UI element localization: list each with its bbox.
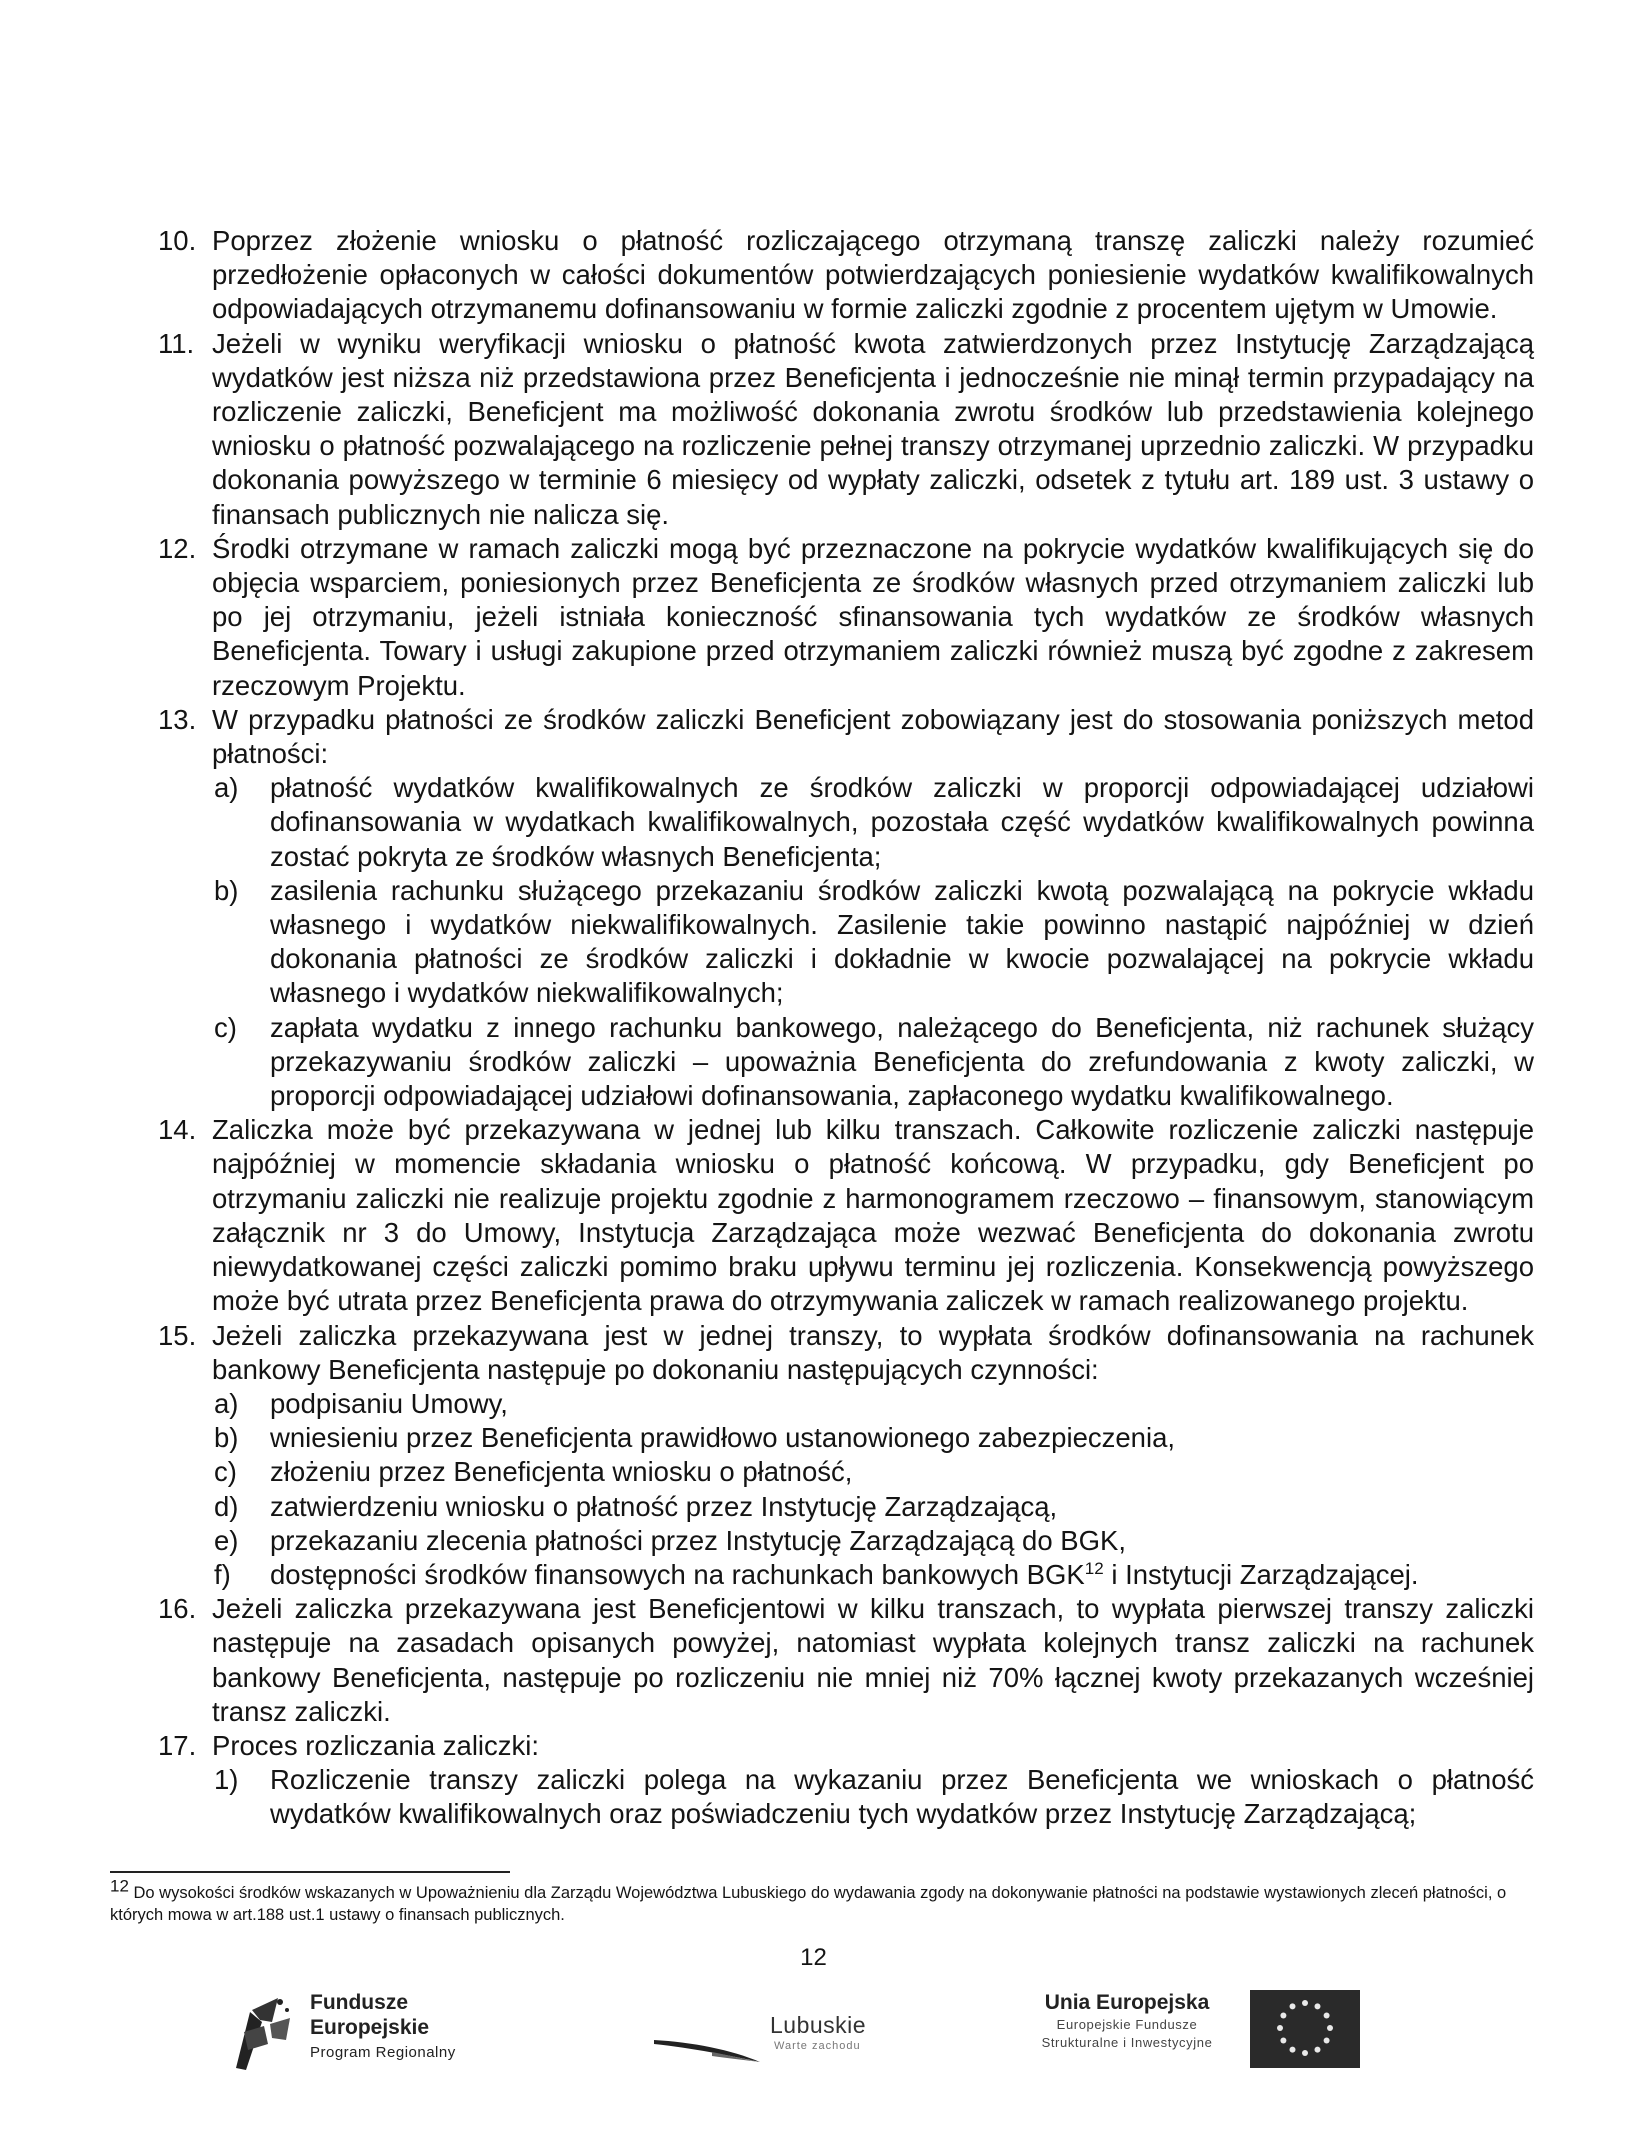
paragraph-text: Jeżeli zaliczka przekazywana jest Beneficjentowi w kilku transzach, to wypłata pierwszej transzy zaliczki następuje na zasadach opisanych powyżej, natomiast wypłata kolejnych transz zaliczki na rachunek bankowy Beneficjenta, następuje po rozliczeniu nie mniej niż 70% łącznej kwoty przekazanych wcześniej transz zaliczki.	[212, 1593, 1534, 1727]
footnote-divider	[110, 1871, 510, 1873]
eu-flag-icon	[1250, 1990, 1360, 2068]
paragraph-text: Poprzez złożenie wniosku o płatność rozliczającego otrzymaną transzę zaliczki należy rozumieć przedłożenie opłaconych w całości dokumentów potwierdzających poniesienie wydatków kwalifikowalnych odpowiadających otrzymanemu dofinansowaniu w formie zaliczki zgodnie z procentem ujętym w Umowie.	[212, 225, 1534, 325]
paragraph-number: 12.	[158, 532, 197, 564]
paragraph-text: Jeżeli zaliczka przekazywana jest w jednej transzy, to wypłata środków dofinansowania na rachunek bankowy Beneficjenta następuje po dokonaniu następujących czynności:	[212, 1319, 1534, 1385]
sub-item-main-text: zasilenia rachunku służącego przekazaniu środków zaliczki kwotą pozwalającą na pokrycie wkładu własnego i wydatków niekwalifikowalnych. Zasilenie takie powinno nastąpić najpóźniej w dzień dokonania płatności ze środków zaliczki i dokładnie w kwocie pozwalającej na pokrycie wkładu własnego i wydatków niekwalifikowalnych;	[270, 874, 1534, 1009]
sub-item-marker: a)	[214, 772, 239, 804]
main-text	[158, 224, 1534, 1832]
footnote-mark: 12	[110, 1876, 129, 1896]
paragraph-item	[158, 1319, 1534, 1387]
sub-item	[212, 771, 1534, 874]
sub-item-main-text: zapłata wydatku z innego rachunku bankowego, należącego do Beneficjenta, niż rachunek służący przekazywaniu środków zaliczki – upoważnia Beneficjenta do zrefundowania z kwoty zaliczki, w proporcji odpowiadającej udziałowi dofinansowania, zapłaconego wydatku kwalifikowalnego.	[270, 1011, 1534, 1112]
sub-item-text-continued: i Instytucji Zarządzającej.	[1103, 1558, 1419, 1590]
sub-item	[212, 874, 1534, 1011]
sub-item	[212, 1421, 1534, 1455]
sub-item	[212, 1558, 1534, 1592]
paragraph-number: 15.	[158, 1319, 197, 1351]
fundusze-europejskie-text	[310, 1990, 456, 2065]
fe-line1: Fundusze	[310, 1991, 408, 2014]
sub-item-text	[270, 1558, 1534, 1592]
paragraph-text: Zaliczka może być przekazywana w jednej lub kilku transzach. Całkowite rozliczenie zaliczki następuje najpóźniej w momencie składania wniosku o płatność końcową. W przypadku, gdy Beneficjent po otrzymaniu zaliczki nie realizuje projektu zgodnie z harmonogramem rzeczowo – finansowym, stanowiącym załącznik nr 3 do Umowy, Instytucja Zarządzająca może wezwać Beneficjenta do dokonania zwrotu niewydatkowanej części zaliczki pomimo braku upływu terminu jej rozliczenia. Konsekwencją powyższego może być utrata przez Beneficjenta prawa do otrzymywania zaliczek w ramach realizowanego projektu.	[212, 1114, 1534, 1317]
paragraph-number: 16.	[158, 1593, 197, 1625]
sub-item-marker: c)	[214, 1011, 237, 1043]
sub-item	[212, 1011, 1534, 1114]
paragraph-number: 10.	[158, 225, 197, 256]
paragraph-item	[158, 703, 1534, 771]
paragraph-item	[158, 327, 1534, 532]
paragraph-text: Środki otrzymane w ramach zaliczki mogą być przeznaczone na pokrycie wydatków kwalifikujących się do objęcia wsparciem, poniesionych przez Beneficjenta ze środków własnych przed otrzymaniem zaliczki lub po jej otrzymaniu, jeżeli istniała konieczność sfinansowania tych wydatków ze środków własnych Beneficjenta. Towary i usługi zakupione przed otrzymaniem zaliczki również muszą być zgodne z zakresem rzeczowym Projektu.	[212, 532, 1534, 701]
lubuskie-logo	[652, 2000, 912, 2080]
sub-item-main-text: płatność wydatków kwalifikowalnych ze środków zaliczki w proporcji odpowiadającej udziałowi dofinansowania w wydatkach kwalifikowalnych, pozostała część wydatków kwalifikowalnych powinna zostać pokryta ze środków własnych Beneficjenta;	[270, 772, 1534, 872]
page-number: 12	[800, 1944, 827, 1971]
sub-item	[212, 1490, 1534, 1524]
footnote-reference: 12	[1084, 1558, 1104, 1578]
paragraph-item	[158, 1113, 1534, 1318]
sub-item-marker: a)	[214, 1387, 239, 1419]
lubuskie-name: Lubuskie	[770, 2012, 867, 2038]
sub-item	[212, 1387, 1534, 1421]
sub-item	[212, 1455, 1534, 1489]
ue-title: Unia Europejska	[1044, 1991, 1210, 2014]
sub-item-text	[270, 1421, 1534, 1455]
sub-item-text	[270, 1387, 1534, 1421]
lubuskie-tagline: Warte zachodu	[774, 2040, 861, 2052]
paragraph-item	[158, 224, 1534, 327]
sub-item-main-text: przekazaniu zlecenia płatności przez Instytucję Zarządzającą do BGK,	[270, 1524, 1126, 1556]
sub-item	[212, 1763, 1534, 1831]
sub-item-text	[270, 1455, 1534, 1489]
sub-item-main-text: złożeniu przez Beneficjenta wniosku o płatność,	[270, 1456, 853, 1488]
sub-item-text	[270, 771, 1534, 874]
footnote-text: Do wysokości środków wskazanych w Upoważnieniu dla Zarządu Województwa Lubuskiego do wydawania zgody na dokonywanie płatności na podstawie wystawionych zleceń płatności, o których mowa w art.188 ust.1 ustawy o finansach publicznych.	[110, 1884, 1507, 1924]
sub-item-marker: 1)	[214, 1764, 239, 1796]
sub-item-text	[270, 1524, 1534, 1558]
ue-line2: Strukturalne i Inwestycyjne	[1041, 2035, 1213, 2050]
paragraph-text: Jeżeli w wyniku weryfikacji wniosku o płatność kwota zatwierdzonych przez Instytucję Zarządzającą wydatków jest niższa niż przedstawiona przez Beneficjenta i jednocześnie nie minął termin przypadający na rozliczenie zaliczki, Beneficjent ma możliwość dokonania zwrotu środków lub przedstawienia kolejnego wniosku o płatność pozwalającego na rozliczenie pełnej transzy otrzymanej uprzednio zaliczki. W przypadku dokonania powyższego w terminie 6 miesięcy od wypłaty zaliczki, odsetek z tytułu art. 189 ust. 3 ustawy o finansach publicznych nie nalicza się.	[212, 327, 1534, 530]
paragraph-item	[158, 532, 1534, 703]
sub-item-text	[270, 1763, 1534, 1831]
paragraph-item	[158, 1592, 1534, 1729]
sub-item-main-text: podpisaniu Umowy,	[270, 1387, 508, 1419]
ue-text	[1022, 1990, 1232, 2052]
paragraph-text: W przypadku płatności ze środków zaliczki Beneficjent zobowiązany jest do stosowania poniższych metod płatności:	[212, 703, 1534, 770]
fe-line3: Program Regionalny	[310, 2044, 456, 2061]
paragraph-number: 17.	[158, 1729, 197, 1761]
sub-item-main-text: zatwierdzeniu wniosku o płatność przez Instytucję Zarządzającą,	[270, 1490, 1058, 1522]
fundusze-europejskie-icon	[232, 1992, 294, 2072]
sub-item-marker: c)	[214, 1456, 237, 1488]
sub-item	[212, 1524, 1534, 1558]
paragraph-number: 13.	[158, 703, 197, 735]
fundusze-europejskie-logo	[232, 1980, 492, 2090]
sub-item-marker: b)	[214, 1422, 239, 1454]
sub-item-main-text: dostępności środków finansowych na rachunkach bankowych BGK	[270, 1558, 1085, 1590]
sub-item-main-text: wniesieniu przez Beneficjenta prawidłowo ustanowionego zabezpieczenia,	[270, 1422, 1176, 1454]
paragraph-item	[158, 1729, 1534, 1763]
paragraph-text: Proces rozliczania zaliczki:	[212, 1729, 540, 1761]
sub-item-main-text: Rozliczenie transzy zaliczki polega na wykazaniu przez Beneficjenta we wnioskach o płatność wydatków kwalifikowalnych oraz poświadczeniu tych wydatków przez Instytucję Zarządzającą;	[270, 1764, 1534, 1830]
sub-item-text	[270, 1011, 1534, 1114]
sub-item-text	[270, 1490, 1534, 1524]
sub-item-marker: b)	[214, 874, 239, 906]
lubuskie-swoosh-icon	[652, 2034, 762, 2064]
paragraph-number: 14.	[158, 1114, 197, 1146]
sub-item-text	[270, 874, 1534, 1011]
footnote	[110, 1876, 1530, 1926]
unia-europejska-logo	[1022, 1980, 1382, 2090]
paragraph-number: 11.	[158, 327, 195, 359]
sub-item-marker: e)	[214, 1524, 239, 1556]
footer-logos	[0, 1980, 1627, 2130]
sub-item-marker: f)	[214, 1558, 231, 1590]
fe-line2: Europejskie	[310, 2016, 430, 2039]
sub-item-marker: d)	[214, 1490, 239, 1522]
ue-line1: Europejskie Fundusze	[1056, 2017, 1198, 2032]
